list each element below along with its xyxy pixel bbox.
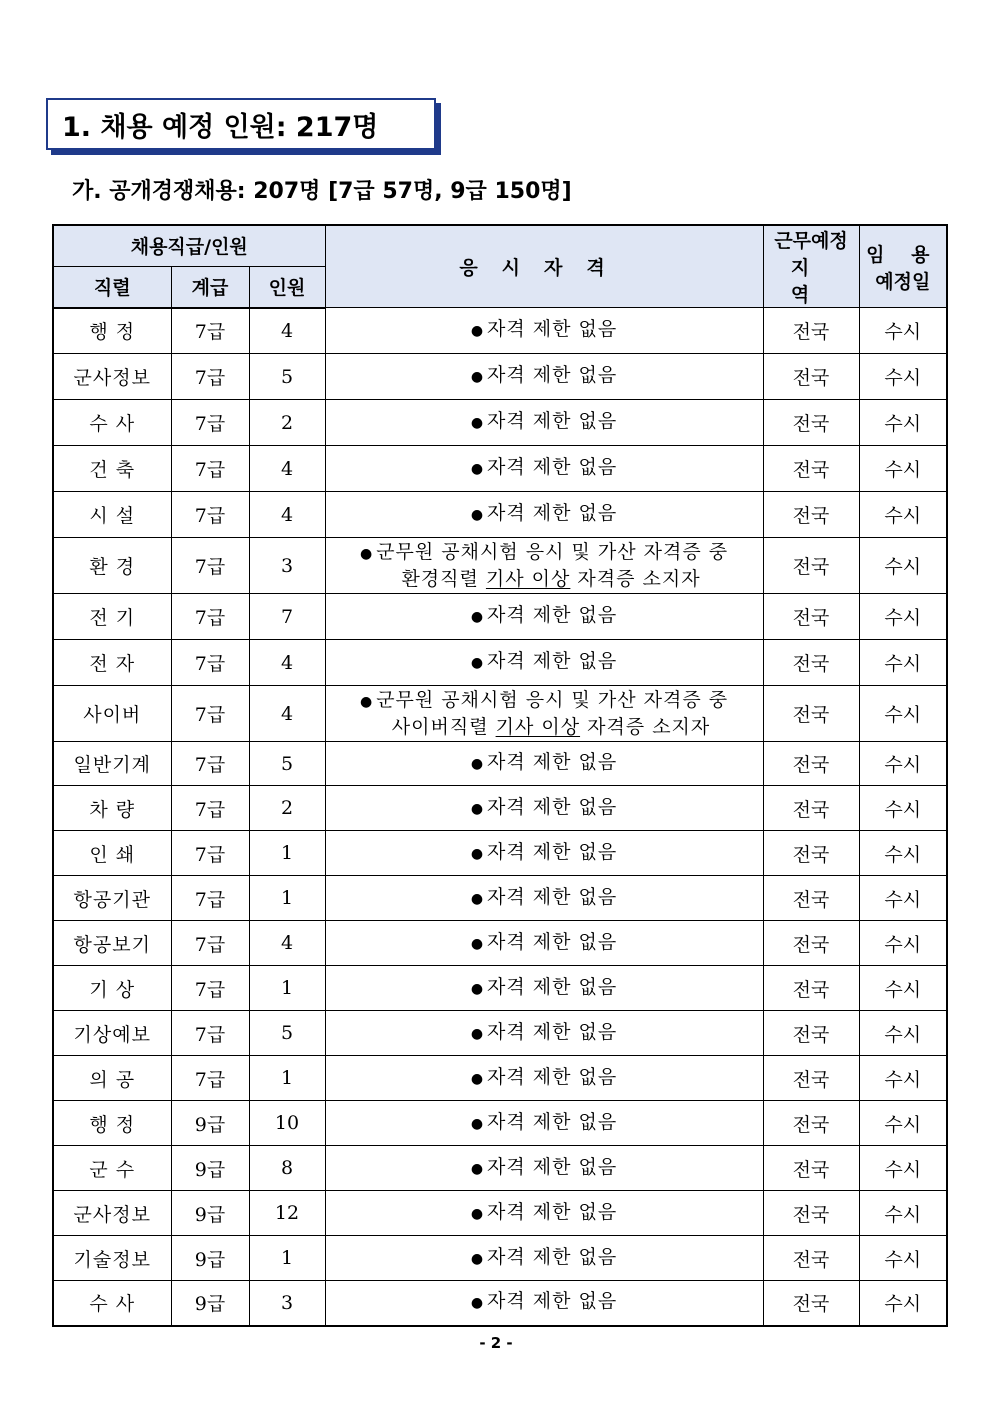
bullet-icon: ● — [470, 1250, 485, 1267]
cell-grade: 7급 — [171, 1056, 249, 1101]
header-grade: 계급 — [171, 266, 249, 307]
cell-grade: 7급 — [171, 400, 249, 446]
cell-qualification — [325, 400, 763, 446]
cell-job: 군사정보 — [53, 1191, 171, 1236]
cell-count: 4 — [249, 686, 325, 742]
cell-grade: 7급 — [171, 831, 249, 876]
cell-qualification — [325, 1146, 763, 1191]
cell-region: 전국 — [763, 446, 859, 492]
table-row — [53, 831, 947, 876]
cell-count: 7 — [249, 594, 325, 640]
table-row — [53, 786, 947, 831]
table-row — [53, 1281, 947, 1326]
qualification-line1: 군무원 공채시험 응시 및 가산 자격증 중 — [376, 688, 729, 711]
cell-region: 전국 — [763, 831, 859, 876]
cell-region: 전국 — [763, 1236, 859, 1281]
table-row — [53, 354, 947, 400]
cell-qualification — [325, 308, 763, 354]
cell-job: 기술정보 — [53, 1236, 171, 1281]
qualification-line2-post: 자격증 소지자 — [580, 715, 711, 738]
cell-date: 수시 — [859, 831, 947, 876]
bullet-icon: ● — [470, 1295, 485, 1312]
cell-count: 5 — [249, 354, 325, 400]
cell-date: 수시 — [859, 1101, 947, 1146]
qualification-line2-pre: 사이버직렬 — [391, 715, 496, 738]
cell-count: 10 — [249, 1101, 325, 1146]
bullet-icon: ● — [470, 890, 485, 907]
cell-count: 3 — [249, 538, 325, 594]
cell-count: 1 — [249, 966, 325, 1011]
header-job: 직렬 — [53, 266, 171, 307]
cell-grade: 7급 — [171, 876, 249, 921]
qualification-underlined: 기사 이상 — [485, 567, 571, 590]
qualification-line2-pre: 환경직렬 — [401, 567, 486, 590]
cell-qualification — [325, 876, 763, 921]
cell-region: 전국 — [763, 1281, 859, 1326]
cell-grade: 9급 — [171, 1281, 249, 1326]
cell-count: 1 — [249, 1056, 325, 1101]
table-row — [53, 1146, 947, 1191]
cell-count: 2 — [249, 400, 325, 446]
cell-qualification — [325, 354, 763, 400]
cell-grade: 7급 — [171, 786, 249, 831]
cell-job: 항공기관 — [53, 876, 171, 921]
cell-grade: 7급 — [171, 742, 249, 786]
header-count: 인원 — [249, 266, 325, 307]
cell-job: 시 설 — [53, 492, 171, 538]
header-qualification: 응시자격 — [325, 225, 763, 308]
qualification-line2-post: 자격증 소지자 — [570, 567, 701, 590]
cell-qualification — [325, 831, 763, 876]
cell-grade: 9급 — [171, 1236, 249, 1281]
bullet-icon: ● — [470, 1070, 485, 1087]
cell-job: 차 량 — [53, 786, 171, 831]
cell-count: 8 — [249, 1146, 325, 1191]
cell-job: 수 사 — [53, 1281, 171, 1326]
cell-date: 수시 — [859, 1056, 947, 1101]
table-row — [53, 1011, 947, 1056]
cell-count: 1 — [249, 1236, 325, 1281]
cell-date: 수시 — [859, 966, 947, 1011]
cell-grade: 9급 — [171, 1146, 249, 1191]
cell-count: 12 — [249, 1191, 325, 1236]
recruitment-table — [52, 224, 948, 1327]
table-row — [53, 492, 947, 538]
cell-date: 수시 — [859, 594, 947, 640]
table-row — [53, 876, 947, 921]
cell-qualification — [325, 686, 763, 742]
cell-job: 일반기계 — [53, 742, 171, 786]
table-row — [53, 1101, 947, 1146]
cell-grade: 7급 — [171, 492, 249, 538]
cell-job: 항공보기 — [53, 921, 171, 966]
cell-region: 전국 — [763, 786, 859, 831]
table-row — [53, 1236, 947, 1281]
cell-region: 전국 — [763, 400, 859, 446]
cell-job: 전 기 — [53, 594, 171, 640]
qualification-text: 자격 제한 없음 — [487, 840, 618, 863]
qualification-text: 자격 제한 없음 — [487, 1155, 618, 1178]
cell-grade: 7급 — [171, 966, 249, 1011]
cell-job: 기 상 — [53, 966, 171, 1011]
cell-qualification — [325, 1236, 763, 1281]
cell-date: 수시 — [859, 538, 947, 594]
bullet-icon: ● — [359, 545, 374, 562]
qualification-text: 자격 제한 없음 — [487, 318, 618, 340]
cell-count: 4 — [249, 446, 325, 492]
cell-qualification — [325, 1101, 763, 1146]
cell-grade: 7급 — [171, 354, 249, 400]
qualification-text: 자격 제한 없음 — [487, 604, 618, 626]
table-row — [53, 538, 947, 594]
cell-grade: 7급 — [171, 446, 249, 492]
cell-region: 전국 — [763, 1191, 859, 1236]
table-row — [53, 686, 947, 742]
cell-count: 1 — [249, 876, 325, 921]
qualification-text: 자격 제한 없음 — [487, 650, 618, 672]
cell-qualification — [325, 786, 763, 831]
cell-date: 수시 — [859, 876, 947, 921]
subsection-title: 가. 공개경쟁채용: 207명 [7급 57명, 9급 150명] — [72, 179, 572, 204]
cell-job: 인 쇄 — [53, 831, 171, 876]
cell-region: 전국 — [763, 594, 859, 640]
qualification-line2 — [326, 567, 763, 592]
cell-region: 전국 — [763, 308, 859, 354]
qualification-text: 자격 제한 없음 — [487, 1290, 618, 1313]
table-row — [53, 966, 947, 1011]
cell-count: 1 — [249, 831, 325, 876]
qualification-text: 자격 제한 없음 — [487, 975, 618, 998]
bullet-icon: ● — [470, 800, 485, 817]
bullet-icon: ● — [470, 655, 485, 671]
table-row — [53, 446, 947, 492]
qualification-line2 — [326, 715, 763, 740]
qualification-text: 자격 제한 없음 — [487, 502, 618, 524]
table-row — [53, 742, 947, 786]
bullet-icon: ● — [470, 1115, 485, 1132]
cell-region: 전국 — [763, 742, 859, 786]
qualification-text: 자격 제한 없음 — [487, 1245, 618, 1268]
qualification-text: 자격 제한 없음 — [487, 1020, 618, 1043]
table-row — [53, 308, 947, 354]
bullet-icon: ● — [470, 609, 485, 625]
cell-grade: 7급 — [171, 686, 249, 742]
table-row — [53, 594, 947, 640]
cell-date: 수시 — [859, 1191, 947, 1236]
header-group: 채용직급/인원 — [53, 225, 325, 266]
bullet-icon: ● — [470, 507, 485, 523]
bullet-icon: ● — [359, 693, 374, 710]
cell-grade: 7급 — [171, 1011, 249, 1056]
bullet-icon: ● — [470, 845, 485, 862]
cell-count: 2 — [249, 786, 325, 831]
cell-region: 전국 — [763, 538, 859, 594]
header-date — [859, 225, 947, 308]
qualification-text: 자격 제한 없음 — [487, 1065, 618, 1088]
cell-qualification — [325, 594, 763, 640]
cell-date: 수시 — [859, 400, 947, 446]
bullet-icon: ● — [470, 461, 485, 477]
qualification-text: 자격 제한 없음 — [487, 930, 618, 953]
cell-date: 수시 — [859, 686, 947, 742]
section-title-text: 1. 채용 예정 인원: 217명 — [62, 111, 379, 143]
qualification-text: 자격 제한 없음 — [487, 1110, 618, 1133]
cell-qualification — [325, 640, 763, 686]
cell-date: 수시 — [859, 308, 947, 354]
cell-date: 수시 — [859, 354, 947, 400]
table-row — [53, 1056, 947, 1101]
cell-date: 수시 — [859, 1281, 947, 1326]
cell-region: 전국 — [763, 1056, 859, 1101]
bullet-icon: ● — [470, 1025, 485, 1042]
cell-grade: 7급 — [171, 921, 249, 966]
cell-date: 수시 — [859, 492, 947, 538]
cell-region: 전국 — [763, 640, 859, 686]
cell-region: 전국 — [763, 921, 859, 966]
cell-region: 전국 — [763, 1146, 859, 1191]
bullet-icon: ● — [470, 935, 485, 952]
cell-date: 수시 — [859, 446, 947, 492]
cell-region: 전국 — [763, 354, 859, 400]
cell-region: 전국 — [763, 1101, 859, 1146]
qualification-text: 자격 제한 없음 — [487, 364, 618, 386]
qualification-text: 자격 제한 없음 — [487, 751, 618, 773]
cell-date: 수시 — [859, 921, 947, 966]
cell-grade: 9급 — [171, 1101, 249, 1146]
bullet-icon: ● — [470, 1160, 485, 1177]
cell-job: 군 수 — [53, 1146, 171, 1191]
qualification-text: 자격 제한 없음 — [487, 885, 618, 908]
cell-qualification — [325, 966, 763, 1011]
bullet-icon: ● — [470, 1205, 485, 1222]
qualification-text: 자격 제한 없음 — [487, 456, 618, 478]
header-region-line2: 지 역 — [790, 257, 832, 306]
cell-grade: 7급 — [171, 308, 249, 354]
cell-qualification — [325, 1191, 763, 1236]
cell-count: 5 — [249, 1011, 325, 1056]
cell-region: 전국 — [763, 876, 859, 921]
cell-region: 전국 — [763, 1011, 859, 1056]
cell-count: 4 — [249, 640, 325, 686]
qualification-line1: 군무원 공채시험 응시 및 가산 자격증 중 — [376, 540, 729, 563]
cell-region: 전국 — [763, 492, 859, 538]
page-number: - 2 - — [479, 1334, 513, 1352]
cell-job: 수 사 — [53, 400, 171, 446]
cell-qualification — [325, 492, 763, 538]
qualification-text: 자격 제한 없음 — [487, 410, 618, 432]
cell-date: 수시 — [859, 742, 947, 786]
bullet-icon: ● — [470, 980, 485, 997]
cell-region: 전국 — [763, 686, 859, 742]
cell-count: 4 — [249, 308, 325, 354]
cell-region: 전국 — [763, 966, 859, 1011]
cell-count: 4 — [249, 921, 325, 966]
cell-date: 수시 — [859, 786, 947, 831]
cell-count: 5 — [249, 742, 325, 786]
qualification-text: 자격 제한 없음 — [487, 795, 618, 818]
table-body — [53, 308, 947, 1326]
table-row — [53, 1191, 947, 1236]
cell-job: 행 정 — [53, 1101, 171, 1146]
cell-grade: 7급 — [171, 538, 249, 594]
cell-date: 수시 — [859, 1236, 947, 1281]
cell-qualification — [325, 1056, 763, 1101]
bullet-icon: ● — [470, 323, 485, 339]
header-date-line1: 임 용 — [866, 243, 940, 266]
cell-date: 수시 — [859, 1146, 947, 1191]
table-row — [53, 400, 947, 446]
header-region-line1: 근무예정 — [774, 230, 848, 252]
cell-job: 의 공 — [53, 1056, 171, 1101]
bullet-icon: ● — [470, 415, 485, 431]
cell-job: 기상예보 — [53, 1011, 171, 1056]
cell-qualification — [325, 742, 763, 786]
bullet-icon: ● — [470, 369, 485, 385]
cell-job: 군사정보 — [53, 354, 171, 400]
cell-job: 건 축 — [53, 446, 171, 492]
cell-qualification — [325, 538, 763, 594]
cell-date: 수시 — [859, 640, 947, 686]
cell-qualification — [325, 1011, 763, 1056]
cell-qualification — [325, 1281, 763, 1326]
cell-date: 수시 — [859, 1011, 947, 1056]
qualification-underlined: 기사 이상 — [495, 715, 581, 738]
cell-count: 4 — [249, 492, 325, 538]
section-title — [46, 98, 436, 150]
cell-job: 행 정 — [53, 308, 171, 354]
table-row — [53, 640, 947, 686]
cell-count: 3 — [249, 1281, 325, 1326]
cell-job: 환 경 — [53, 538, 171, 594]
cell-grade: 7급 — [171, 594, 249, 640]
cell-grade: 7급 — [171, 640, 249, 686]
header-region — [763, 225, 859, 308]
cell-qualification — [325, 446, 763, 492]
bullet-icon: ● — [470, 756, 485, 772]
cell-qualification — [325, 921, 763, 966]
cell-job: 전 자 — [53, 640, 171, 686]
table-row — [53, 921, 947, 966]
cell-grade: 9급 — [171, 1191, 249, 1236]
header-date-line2: 예정일 — [875, 270, 931, 293]
qualification-text: 자격 제한 없음 — [487, 1200, 618, 1223]
cell-job: 사이버 — [53, 686, 171, 742]
